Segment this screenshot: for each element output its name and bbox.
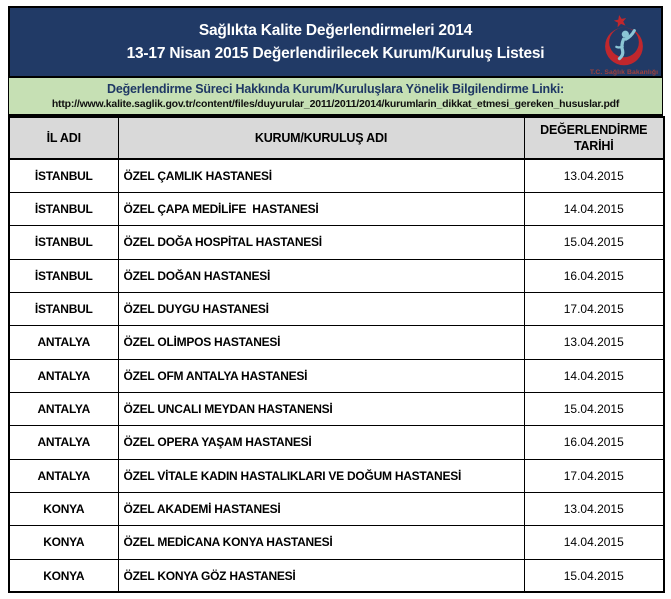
table-row (9, 392, 664, 425)
column-header-date: DEĞERLENDİRME TARİHİ (524, 117, 664, 159)
date-cell: 17.04.2015 (524, 292, 664, 325)
table-header-row (9, 117, 664, 159)
institution-cell: ÖZEL VİTALE KADIN HASTALIKLARI VE DOĞUM HASTANESİ (118, 459, 524, 492)
institution-cell: ÖZEL ÇAMLIK HASTANESİ (118, 159, 524, 192)
province-cell: ANTALYA (9, 359, 118, 392)
evaluation-table (8, 116, 665, 593)
table-row (9, 426, 664, 459)
institution-cell: ÖZEL OPERA YAŞAM HASTANESİ (118, 426, 524, 459)
institution-cell: ÖZEL OFM ANTALYA HASTANESİ (118, 359, 524, 392)
table-body (9, 159, 664, 592)
ministry-logo-caption: T.C. Sağlık Bakanlığı (589, 69, 659, 76)
page-subtitle: 13-17 Nisan 2015 Değerlendirilecek Kurum/Kuruluş Listesi (126, 45, 545, 62)
province-cell: ANTALYA (9, 426, 118, 459)
province-cell: KONYA (9, 492, 118, 525)
page-title: Sağlıkta Kalite Değerlendirmeleri 2014 (198, 22, 473, 39)
table-row (9, 326, 664, 359)
table-row (9, 359, 664, 392)
institution-cell: ÖZEL OLİMPOS HASTANESİ (118, 326, 524, 359)
ministry-logo (590, 9, 658, 77)
date-cell: 15.04.2015 (524, 226, 664, 259)
province-cell: İSTANBUL (9, 192, 118, 225)
institution-cell: ÖZEL DOĞAN HASTANESİ (118, 259, 524, 292)
institution-cell: ÖZEL ÇAPA MEDİLİFE HASTANESİ (118, 192, 524, 225)
table-row (9, 259, 664, 292)
table-row (9, 526, 664, 559)
institution-cell: ÖZEL DUYGU HASTANESİ (118, 292, 524, 325)
institution-cell: ÖZEL KONYA GÖZ HASTANESİ (118, 559, 524, 592)
date-cell: 13.04.2015 (524, 326, 664, 359)
table-row (9, 226, 664, 259)
province-cell: ANTALYA (9, 459, 118, 492)
title-banner (8, 6, 663, 78)
province-cell: KONYA (9, 526, 118, 559)
institution-cell: ÖZEL AKADEMİ HASTANESİ (118, 492, 524, 525)
table-row (9, 159, 664, 192)
info-banner (8, 78, 663, 116)
date-cell: 15.04.2015 (524, 392, 664, 425)
date-cell: 16.04.2015 (524, 426, 664, 459)
institution-cell: ÖZEL UNCALI MEYDAN HASTANENSİ (118, 392, 524, 425)
table-row (9, 459, 664, 492)
province-cell: İSTANBUL (9, 292, 118, 325)
column-header-province: İL ADI (9, 117, 118, 159)
health-ministry-crescent-star-icon (597, 14, 651, 68)
province-cell: KONYA (9, 559, 118, 592)
date-cell: 13.04.2015 (524, 492, 664, 525)
table-row (9, 559, 664, 592)
date-cell: 17.04.2015 (524, 459, 664, 492)
table-row (9, 492, 664, 525)
institution-cell: ÖZEL MEDİCANA KONYA HASTANESİ (118, 526, 524, 559)
table-row (9, 292, 664, 325)
date-cell: 14.04.2015 (524, 192, 664, 225)
table-row (9, 192, 664, 225)
date-cell: 15.04.2015 (524, 559, 664, 592)
province-cell: ANTALYA (9, 392, 118, 425)
institution-cell: ÖZEL DOĞA HOSPİTAL HASTANESİ (118, 226, 524, 259)
province-cell: İSTANBUL (9, 226, 118, 259)
date-cell: 14.04.2015 (524, 526, 664, 559)
province-cell: İSTANBUL (9, 259, 118, 292)
info-banner-link[interactable]: http://www.kalite.saglik.gov.tr/content/files/duyurular_2011/2011/2014/kurumlarin_dikkat_etmesi_gereken_hususlar.pdf (51, 98, 620, 110)
column-header-institution: KURUM/KURULUŞ ADI (118, 117, 524, 159)
info-banner-label: Değerlendirme Süreci Hakkında Kurum/Kuruluşlara Yönelik Bilgilendirme Linki: (107, 82, 564, 96)
date-cell: 14.04.2015 (524, 359, 664, 392)
date-cell: 13.04.2015 (524, 159, 664, 192)
province-cell: ANTALYA (9, 326, 118, 359)
date-cell: 16.04.2015 (524, 259, 664, 292)
province-cell: İSTANBUL (9, 159, 118, 192)
